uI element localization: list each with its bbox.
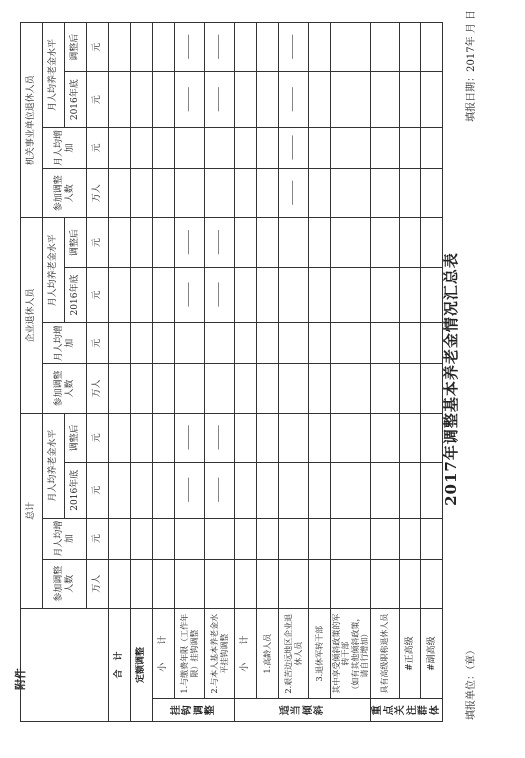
input-cell[interactable] bbox=[235, 127, 257, 168]
dash-cell: ——— bbox=[205, 463, 235, 519]
input-cell[interactable] bbox=[331, 169, 371, 218]
input-cell[interactable] bbox=[153, 23, 175, 72]
col-participants: 参加调整人数 bbox=[43, 364, 87, 413]
input-cell[interactable] bbox=[205, 559, 235, 608]
input-cell[interactable] bbox=[371, 463, 400, 519]
input-cell[interactable] bbox=[371, 364, 400, 413]
input-cell[interactable] bbox=[257, 169, 279, 218]
input-cell[interactable] bbox=[131, 559, 153, 608]
row-tilt-senior bbox=[257, 23, 279, 722]
input-cell[interactable] bbox=[331, 267, 371, 323]
input-cell[interactable] bbox=[235, 364, 257, 413]
input-cell[interactable] bbox=[109, 323, 131, 364]
input-cell[interactable] bbox=[421, 323, 443, 364]
unit-cell: 元 bbox=[87, 218, 109, 267]
row-label-total: 合 计 bbox=[109, 608, 131, 721]
input-cell[interactable] bbox=[399, 518, 421, 559]
unit-cell: 元 bbox=[87, 23, 109, 72]
dash-cell: ——— bbox=[175, 23, 205, 72]
input-cell[interactable] bbox=[205, 127, 235, 168]
col-2016: 2016年底 bbox=[65, 267, 87, 323]
col-avg-level: 月人均养老金水平 bbox=[43, 413, 65, 518]
input-cell[interactable] bbox=[331, 323, 371, 364]
input-cell[interactable] bbox=[279, 218, 309, 267]
col-2016: 2016年底 bbox=[65, 72, 87, 128]
unit-cell: 元 bbox=[87, 518, 109, 559]
input-cell[interactable] bbox=[279, 267, 309, 323]
input-cell[interactable] bbox=[153, 218, 175, 267]
input-cell[interactable] bbox=[175, 169, 205, 218]
input-cell[interactable] bbox=[109, 169, 131, 218]
row-label-tilt-remote: 2.艰苦边远地区企业退休人员 bbox=[279, 608, 309, 698]
input-cell[interactable] bbox=[371, 559, 400, 608]
group-label-tilt: 适当倾斜 bbox=[235, 699, 371, 722]
tilt-policy-note: （如有其他倾斜政策，请自行增加） bbox=[350, 613, 369, 694]
input-cell[interactable] bbox=[153, 559, 175, 608]
input-cell[interactable] bbox=[279, 518, 309, 559]
input-cell[interactable] bbox=[175, 127, 205, 168]
input-cell[interactable] bbox=[153, 463, 175, 519]
row-linked-b bbox=[205, 23, 235, 722]
input-cell[interactable] bbox=[153, 413, 175, 462]
input-cell[interactable] bbox=[421, 267, 443, 323]
input-cell[interactable] bbox=[421, 364, 443, 413]
input-cell[interactable] bbox=[399, 127, 421, 168]
input-cell[interactable] bbox=[309, 518, 331, 559]
input-cell[interactable] bbox=[109, 23, 131, 72]
dash-cell: ——— bbox=[279, 127, 309, 168]
group-enterprise: 企业退休人员 bbox=[21, 218, 43, 413]
dash-cell: ——— bbox=[175, 218, 205, 267]
input-cell[interactable] bbox=[153, 127, 175, 168]
unit-cell: 万人 bbox=[87, 364, 109, 413]
group-label-focus: 重点关注群体 bbox=[371, 699, 443, 722]
input-cell[interactable] bbox=[399, 323, 421, 364]
row-focus-senior bbox=[371, 23, 400, 722]
input-cell[interactable] bbox=[131, 72, 153, 128]
input-cell[interactable] bbox=[371, 323, 400, 364]
row-tilt-military bbox=[309, 23, 331, 722]
row-linked-a bbox=[175, 23, 205, 722]
input-cell[interactable] bbox=[371, 267, 400, 323]
input-cell[interactable] bbox=[371, 127, 400, 168]
input-cell[interactable] bbox=[131, 23, 153, 72]
input-cell[interactable] bbox=[371, 72, 400, 128]
dash-cell: ——— bbox=[205, 72, 235, 128]
row-label-subtotal: 小 计 bbox=[235, 608, 257, 698]
input-cell[interactable] bbox=[331, 463, 371, 519]
input-cell[interactable] bbox=[399, 23, 421, 72]
row-linked-subtotal bbox=[153, 23, 175, 722]
input-cell[interactable] bbox=[331, 218, 371, 267]
input-cell[interactable] bbox=[279, 364, 309, 413]
input-cell[interactable] bbox=[153, 72, 175, 128]
unit-cell: 元 bbox=[87, 463, 109, 519]
col-adjusted: 调整后 bbox=[65, 413, 87, 462]
input-cell[interactable] bbox=[421, 518, 443, 559]
input-cell[interactable] bbox=[421, 127, 443, 168]
input-cell[interactable] bbox=[175, 518, 205, 559]
input-cell[interactable] bbox=[331, 518, 371, 559]
input-cell[interactable] bbox=[309, 267, 331, 323]
input-cell[interactable] bbox=[235, 23, 257, 72]
input-cell[interactable] bbox=[109, 72, 131, 128]
dash-cell: ——— bbox=[175, 413, 205, 462]
input-cell[interactable] bbox=[131, 364, 153, 413]
input-cell[interactable] bbox=[205, 364, 235, 413]
row-label-linked-a: 1.与缴费年限（工作年限）挂钩调整 bbox=[175, 608, 205, 698]
input-cell[interactable] bbox=[235, 518, 257, 559]
input-cell[interactable] bbox=[235, 169, 257, 218]
input-cell[interactable] bbox=[153, 267, 175, 323]
input-cell[interactable] bbox=[153, 364, 175, 413]
group-institution: 机关事业单位退休人员 bbox=[21, 23, 43, 218]
input-cell[interactable] bbox=[257, 559, 279, 608]
input-cell[interactable] bbox=[309, 169, 331, 218]
unit-cell: 元 bbox=[87, 323, 109, 364]
input-cell[interactable] bbox=[131, 463, 153, 519]
input-cell[interactable] bbox=[235, 463, 257, 519]
input-cell[interactable] bbox=[205, 518, 235, 559]
input-cell[interactable] bbox=[109, 559, 131, 608]
fill-date-label: 填报日期：2017年 月 日 bbox=[466, 10, 477, 122]
input-cell[interactable] bbox=[257, 23, 279, 72]
input-cell[interactable] bbox=[257, 463, 279, 519]
input-cell[interactable] bbox=[131, 518, 153, 559]
input-cell[interactable] bbox=[399, 218, 421, 267]
input-cell[interactable] bbox=[131, 127, 153, 168]
input-cell[interactable] bbox=[257, 413, 279, 462]
input-cell[interactable] bbox=[109, 127, 131, 168]
row-label-linked-b: 2.与本人基本养老金水平挂钩调整 bbox=[205, 608, 235, 698]
dash-cell: ——— bbox=[279, 23, 309, 72]
input-cell[interactable] bbox=[309, 72, 331, 128]
unit-cell: 元 bbox=[87, 267, 109, 323]
col-participants: 参加调整人数 bbox=[43, 169, 87, 218]
group-total: 总计 bbox=[21, 413, 43, 608]
fill-unit-label: 填报单位：（章） bbox=[466, 645, 477, 720]
dash-cell: ——— bbox=[279, 72, 309, 128]
row-label-focus-senior: 具有高级职称退休人员 bbox=[371, 608, 400, 698]
input-cell[interactable] bbox=[131, 413, 153, 462]
input-cell[interactable] bbox=[399, 559, 421, 608]
row-focus-deputy bbox=[421, 23, 443, 722]
input-cell[interactable] bbox=[257, 267, 279, 323]
input-cell[interactable] bbox=[331, 23, 371, 72]
col-avg-increase: 月人均增加 bbox=[43, 127, 87, 168]
input-cell[interactable] bbox=[109, 518, 131, 559]
input-cell[interactable] bbox=[235, 559, 257, 608]
row-total bbox=[109, 23, 131, 722]
input-cell[interactable] bbox=[109, 218, 131, 267]
input-cell[interactable] bbox=[421, 559, 443, 608]
input-cell[interactable] bbox=[175, 559, 205, 608]
col-avg-increase: 月人均增加 bbox=[43, 518, 87, 559]
tilt-policy-text: 其中享受倾斜政策的军转干部 bbox=[332, 613, 351, 694]
input-cell[interactable] bbox=[399, 364, 421, 413]
input-cell[interactable] bbox=[175, 323, 205, 364]
input-cell[interactable] bbox=[331, 364, 371, 413]
input-cell[interactable] bbox=[257, 323, 279, 364]
input-cell[interactable] bbox=[235, 218, 257, 267]
input-cell[interactable] bbox=[371, 23, 400, 72]
input-cell[interactable] bbox=[109, 463, 131, 519]
input-cell[interactable] bbox=[109, 364, 131, 413]
input-cell[interactable] bbox=[399, 169, 421, 218]
input-cell[interactable] bbox=[279, 323, 309, 364]
col-adjusted: 调整后 bbox=[65, 23, 87, 72]
input-cell[interactable] bbox=[371, 218, 400, 267]
input-cell[interactable] bbox=[399, 72, 421, 128]
input-cell[interactable] bbox=[131, 323, 153, 364]
input-cell[interactable] bbox=[235, 72, 257, 128]
row-label-subtotal: 小 计 bbox=[153, 608, 175, 698]
dash-cell: ——— bbox=[205, 23, 235, 72]
col-participants: 参加调整人数 bbox=[43, 559, 87, 608]
dash-cell: ——— bbox=[205, 413, 235, 462]
input-cell[interactable] bbox=[153, 323, 175, 364]
row-focus-full bbox=[399, 23, 421, 722]
input-cell[interactable] bbox=[131, 218, 153, 267]
unit-cell: 元 bbox=[87, 413, 109, 462]
input-cell[interactable] bbox=[309, 218, 331, 267]
col-avg-increase: 月人均增加 bbox=[43, 323, 87, 364]
row-label-focus-full: #正高级 bbox=[399, 608, 421, 698]
input-cell[interactable] bbox=[331, 559, 371, 608]
header-corner bbox=[21, 608, 109, 721]
unit-cell: 元 bbox=[87, 127, 109, 168]
row-label-tilt-senior: 1.高龄人员 bbox=[257, 608, 279, 698]
input-cell[interactable] bbox=[235, 413, 257, 462]
dash-cell: ——— bbox=[175, 463, 205, 519]
unit-cell: 万人 bbox=[87, 559, 109, 608]
input-cell[interactable] bbox=[257, 127, 279, 168]
row-label-focus-deputy: #副高级 bbox=[421, 608, 443, 698]
input-cell[interactable] bbox=[421, 463, 443, 519]
group-label-linked: 挂钩调整 bbox=[153, 699, 235, 722]
attachment-label: 附件 bbox=[14, 668, 27, 690]
input-cell[interactable] bbox=[421, 169, 443, 218]
input-cell[interactable] bbox=[257, 218, 279, 267]
input-cell[interactable] bbox=[309, 559, 331, 608]
input-cell[interactable] bbox=[399, 413, 421, 462]
input-cell[interactable] bbox=[205, 169, 235, 218]
unit-cell: 万人 bbox=[87, 169, 109, 218]
row-label-tilt-military: 3.退休军转干部 bbox=[309, 608, 331, 698]
unit-cell: 元 bbox=[87, 72, 109, 128]
dash-cell: ——— bbox=[175, 267, 205, 323]
dash-cell: ——— bbox=[175, 72, 205, 128]
input-cell[interactable] bbox=[331, 72, 371, 128]
input-cell[interactable] bbox=[175, 364, 205, 413]
input-cell[interactable] bbox=[235, 267, 257, 323]
dash-cell: ——— bbox=[205, 218, 235, 267]
input-cell[interactable] bbox=[421, 23, 443, 72]
row-tilt-policy bbox=[331, 23, 371, 722]
input-cell[interactable] bbox=[309, 413, 331, 462]
input-cell[interactable] bbox=[279, 559, 309, 608]
row-fixed bbox=[131, 23, 153, 722]
row-tilt-subtotal bbox=[235, 23, 257, 722]
input-cell[interactable] bbox=[131, 169, 153, 218]
input-cell[interactable] bbox=[399, 267, 421, 323]
input-cell[interactable] bbox=[257, 364, 279, 413]
col-avg-level: 月人均养老金水平 bbox=[43, 23, 65, 128]
input-cell[interactable] bbox=[235, 323, 257, 364]
input-cell[interactable] bbox=[421, 413, 443, 462]
input-cell[interactable] bbox=[257, 518, 279, 559]
col-avg-level: 月人均养老金水平 bbox=[43, 218, 65, 323]
dash-cell: ——— bbox=[205, 267, 235, 323]
input-cell[interactable] bbox=[109, 267, 131, 323]
dash-cell: ——— bbox=[279, 169, 309, 218]
input-cell[interactable] bbox=[309, 23, 331, 72]
input-cell[interactable] bbox=[153, 518, 175, 559]
input-cell[interactable] bbox=[371, 169, 400, 218]
input-cell[interactable] bbox=[309, 364, 331, 413]
pension-summary-table bbox=[20, 22, 443, 722]
input-cell[interactable] bbox=[309, 127, 331, 168]
row-label-fixed: 定额调整 bbox=[131, 608, 153, 721]
input-cell[interactable] bbox=[205, 323, 235, 364]
input-cell[interactable] bbox=[153, 169, 175, 218]
input-cell[interactable] bbox=[257, 72, 279, 128]
col-2016: 2016年底 bbox=[65, 463, 87, 519]
input-cell[interactable] bbox=[331, 127, 371, 168]
input-cell[interactable] bbox=[371, 413, 400, 462]
row-tilt-remote bbox=[279, 23, 309, 722]
input-cell[interactable] bbox=[371, 518, 400, 559]
input-cell[interactable] bbox=[399, 463, 421, 519]
input-cell[interactable] bbox=[131, 267, 153, 323]
input-cell[interactable] bbox=[279, 413, 309, 462]
input-cell[interactable] bbox=[309, 323, 331, 364]
input-cell[interactable] bbox=[279, 463, 309, 519]
input-cell[interactable] bbox=[421, 72, 443, 128]
row-label-tilt-policy bbox=[331, 608, 371, 698]
header-row-groups bbox=[21, 23, 43, 722]
input-cell[interactable] bbox=[109, 413, 131, 462]
col-adjusted: 调整后 bbox=[65, 218, 87, 267]
input-cell[interactable] bbox=[331, 413, 371, 462]
form-title: 2017年调整基本养老金情况汇总表 bbox=[442, 252, 460, 506]
input-cell[interactable] bbox=[309, 463, 331, 519]
input-cell[interactable] bbox=[421, 218, 443, 267]
